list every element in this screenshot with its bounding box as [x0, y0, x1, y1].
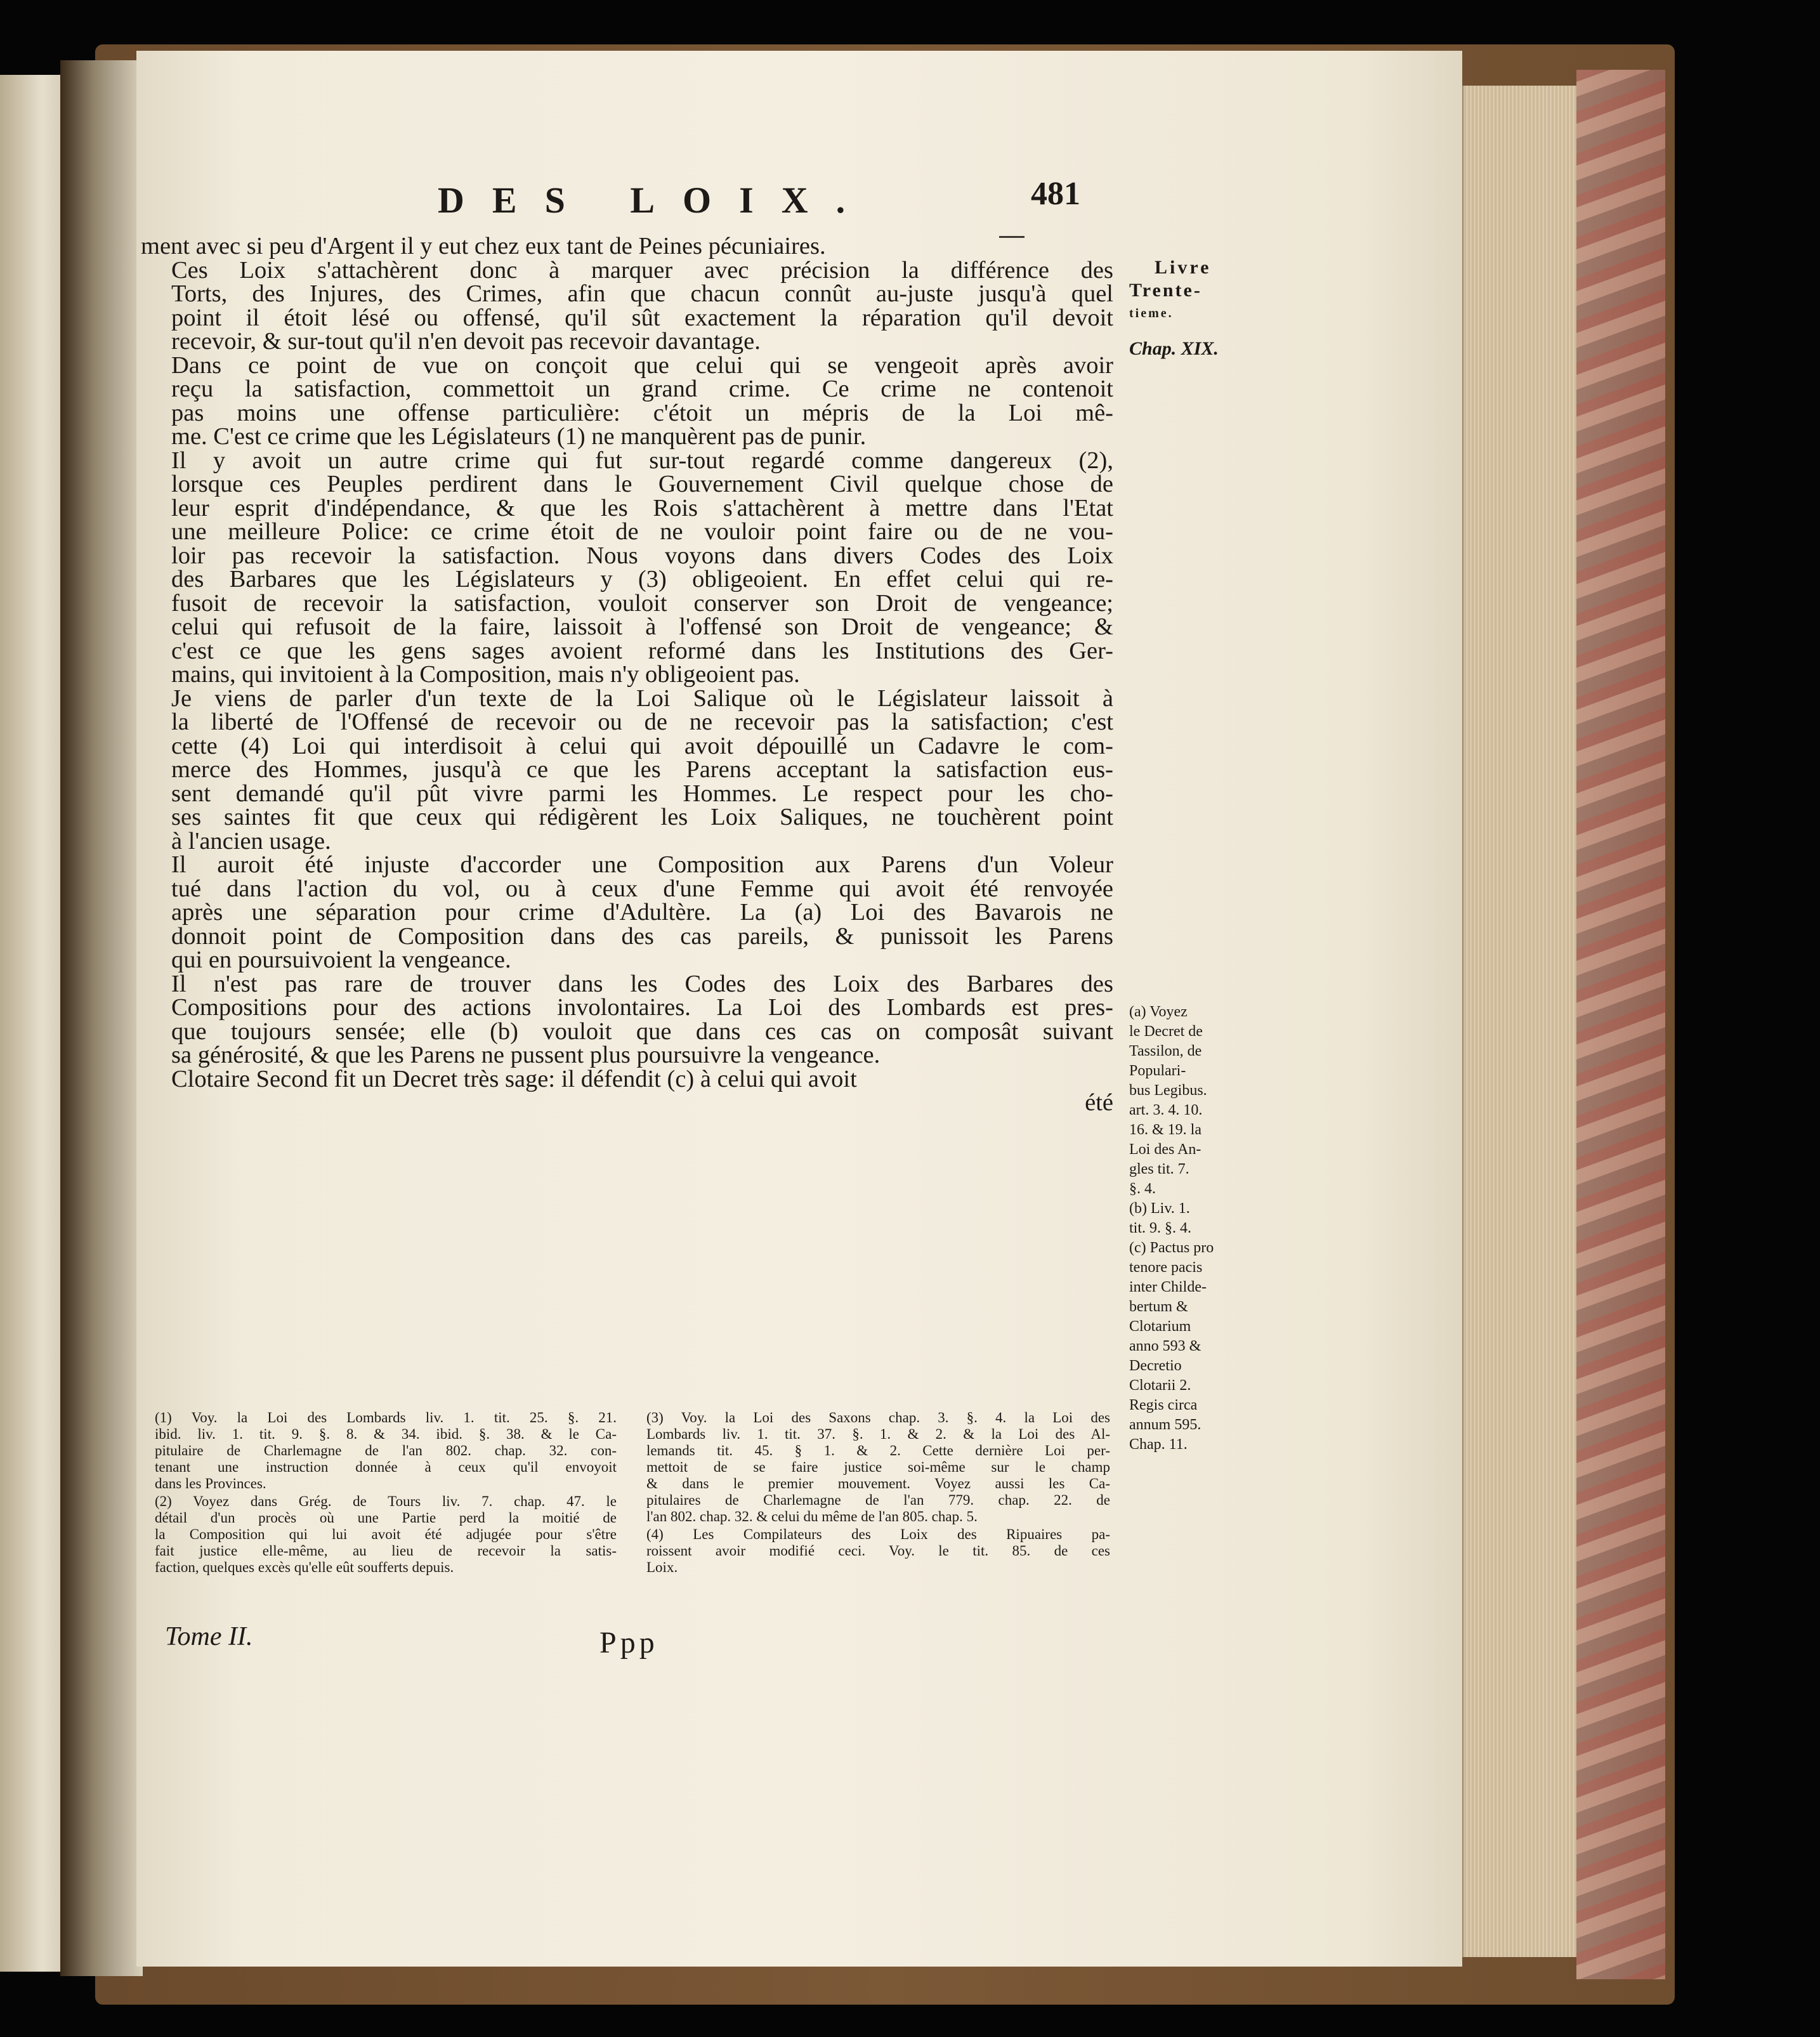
text-line: que toujours sensée; elle (b) vouloit que dans ces cas on composât suivant — [171, 1018, 1113, 1045]
text-line: loir pas recevoir la satisfaction. Nous voyons dans divers Codes des Loix — [171, 542, 1113, 569]
footnote-line: tenant une instruction donnée à ceux qu'il envoyoit — [155, 1459, 617, 1475]
footnote — [631, 1526, 1110, 1576]
left-page-edge — [0, 75, 62, 1972]
text-line: fusoit de recevoir la satisfaction, vouloit conserver son Droit de vengeance; — [171, 589, 1113, 617]
margin-chapter: Chap. XIX. — [1129, 338, 1219, 359]
margin-note-line: §. 4. — [1129, 1181, 1156, 1197]
text-line: me. C'est ce crime que les Législateurs (1) ne manquèrent pas de punir. — [171, 423, 867, 450]
footnote-line: mettoit de se faire justice soi-même sur le champ — [646, 1459, 1110, 1475]
footnote-line: fait justice elle-même, au lieu de recevoir la satis- — [155, 1543, 617, 1559]
text-line: lorsque ces Peuples perdirent dans le Gouvernement Civil quelque chose de — [171, 471, 1113, 497]
signature-mark: Ppp — [599, 1626, 658, 1660]
margin-book-number-tail: tieme. — [1129, 306, 1174, 320]
paragraph — [141, 853, 1113, 973]
paragraph — [141, 351, 1113, 450]
margin-note-line: annum 595. — [1129, 1417, 1201, 1433]
footnote-line: (3) Voy. la Loi des Saxons chap. 3. §. 4. la Loi des — [646, 1410, 1110, 1425]
margin-note-line: bus Legibus. — [1129, 1082, 1207, 1099]
margin-note-line: Clotarii 2. — [1129, 1377, 1191, 1394]
margin-note-line: tit. 9. §. 4. — [1129, 1220, 1192, 1236]
margin-note-line: Loi des An- — [1129, 1141, 1201, 1158]
running-title: DES LOIX. — [438, 180, 874, 221]
text-line: celui qui refusoit de la faire, laissoit à l'offensé son Droit de vengeance; & — [171, 613, 1113, 640]
volume-signature: Tome II. — [165, 1622, 253, 1651]
margin-note-line: Populari- — [1129, 1063, 1186, 1079]
footnote-line: (1) Voy. la Loi des Lombards liv. 1. tit. 25. §. 21. — [155, 1410, 617, 1425]
text-line: Je viens de parler d'un texte de la Loi Salique où le Législateur laissoit à — [171, 684, 1113, 712]
margin-note-line: Tassilon, de — [1129, 1043, 1202, 1059]
margin-note-line: inter Childe- — [1129, 1279, 1207, 1295]
footnote-line: (4) Les Compilateurs des Loix des Ripuaires pa- — [646, 1526, 1110, 1542]
footnote-line: Lombards liv. 1. tit. 37. §. 1. & 2. & la Loi des Al- — [646, 1426, 1110, 1442]
page-edges — [1462, 86, 1578, 1957]
text-line: cette (4) Loi qui interdisoit à celui qui avoit dépouillé un Cadavre le com- — [171, 732, 1113, 759]
margin-note-line: Chap. 11. — [1129, 1436, 1188, 1453]
margin-note-line: Clotarium — [1129, 1318, 1191, 1335]
margin-book-number: Trente- — [1129, 280, 1202, 301]
footnote-line: & dans le premier mouvement. Voyez aussi les Ca- — [646, 1476, 1110, 1491]
footnote — [140, 1410, 617, 1492]
text-line: mains, qui invitoient à la Composition, mais n'y obligeoient pas. — [171, 661, 800, 688]
margin-note-line: gles tit. 7. — [1129, 1161, 1189, 1177]
text-line: après une séparation pour crime d'Adultère. La (a) Loi des Bavarois ne — [171, 899, 1113, 926]
margin-note-line: art. 3. 4. 10. — [1129, 1102, 1203, 1118]
text-line: ses saintes fit que ceux qui rédigèrent les Loix Saliques, ne touchèrent point — [171, 804, 1113, 830]
text-line: à l'ancien usage. — [171, 827, 331, 855]
footnote — [631, 1410, 1110, 1525]
margin-notes — [1129, 1002, 1256, 1455]
footnote-line: dans les Provinces. — [155, 1476, 266, 1491]
paragraph — [141, 684, 1113, 855]
text-line: Il y avoit un autre crime qui fut sur-tout regardé comme dangereux (2), — [171, 447, 1113, 474]
text-line: Il n'est pas rare de trouver dans les Codes des Loix des Barbares des — [171, 970, 1113, 997]
text-line: Il auroit été injuste d'accorder une Composition aux Parens d'un Voleur — [171, 851, 1113, 878]
footnote-line: faction, quelques excès qu'elle eût soufferts depuis. — [155, 1559, 454, 1575]
margin-heading — [1129, 256, 1262, 360]
footnote-line: roissent avoir modifié ceci. Voy. le tit. 85. de ces — [646, 1543, 1110, 1559]
text-line: leur esprit d'indépendance, & que les Rois s'attachèrent à mettre dans l'Etat — [171, 494, 1113, 521]
page-number: 481 — [1031, 176, 1080, 212]
text-line: Clotaire Second fit un Decret très sage: il défendit (c) à celui qui avoit — [171, 1065, 857, 1092]
margin-note-line: Decretio — [1129, 1358, 1182, 1374]
footnote-line: pitulaires de Charlemagne de l'an 779. chap. 22. de — [646, 1492, 1110, 1508]
margin-book: Livre — [1155, 257, 1212, 278]
footnote-line: la Composition qui lui avoit été adjugée pour s'être — [155, 1526, 617, 1542]
text-line: donnoit point de Composition dans des cas pareils, & punissoit les Parens — [171, 922, 1113, 950]
footnote-line: l'an 802. chap. 32. & celui du même de l'an 805. chap. 5. — [646, 1509, 978, 1524]
paragraph — [141, 256, 1113, 355]
text-line: tué dans l'action du vol, ou à ceux d'une Femme qui avoit été renvoyée — [171, 875, 1113, 902]
paragraph — [141, 235, 1113, 259]
margin-note-line: (c) Pactus pro — [1129, 1240, 1214, 1256]
catchword: été — [1085, 1089, 1113, 1116]
text-line: sa générosité, & que les Parens ne pussent plus poursuivre la vengeance. — [171, 1042, 881, 1068]
text-line: qui en poursuivoient la vengeance. — [171, 946, 511, 973]
margin-note-line: (a) Voyez — [1129, 1004, 1188, 1020]
text-line: une meilleure Police: ce crime étoit de ne vouloir point faire ou de ne vou- — [171, 518, 1113, 545]
main-text — [141, 235, 1113, 1115]
margin-note-line: le Decret de — [1129, 1023, 1203, 1040]
footnote-line: détail d'un procès où une Partie perd la moitié de — [155, 1510, 617, 1526]
text-line: recevoir, & sur-tout qu'il n'en devoit pas recevoir davantage. — [171, 328, 761, 355]
paragraph — [141, 970, 1113, 1068]
footnote — [140, 1493, 617, 1576]
text-line: c'est ce que les gens sages avoient reformé dans les Institutions des Ger- — [171, 637, 1113, 664]
footnote-line: (2) Voyez dans Grég. de Tours liv. 7. chap. 47. le — [155, 1493, 617, 1509]
marbled-edge — [1576, 70, 1665, 1979]
footnote-line: Loix. — [646, 1559, 678, 1575]
paragraph — [141, 449, 1113, 687]
margin-note-line: tenore pacis — [1129, 1259, 1203, 1276]
text-line: sent demandé qu'il pût vivre parmi les Hommes. Le respect pour les cho- — [171, 780, 1113, 807]
footnotes-left — [140, 1410, 617, 1577]
text-line: pas moins une offense particulière: c'étoit un mépris de la Loi mê- — [171, 399, 1113, 426]
text-line: point il étoit lésé ou offensé, qu'il sût exactement la réparation qu'il devoit — [171, 304, 1113, 331]
margin-note-line: (b) Liv. 1. — [1129, 1200, 1190, 1217]
footnote-line: ibid. liv. 1. tit. 9. §. 8. & 34. ibid. §. 38. & le Ca- — [155, 1426, 617, 1442]
margin-note-line: 16. & 19. la — [1129, 1122, 1201, 1138]
gutter-shadow — [60, 60, 143, 1976]
text-line: des Barbares que les Législateurs y (3) obligeoient. En effet celui qui re- — [171, 566, 1113, 593]
text-line: la liberté de l'Offensé de recevoir ou de ne recevoir pas la satisfaction; c'est — [171, 709, 1113, 735]
footnote-line: pitulaire de Charlemagne de l'an 802. chap. 32. con- — [155, 1443, 617, 1458]
margin-note-line: bertum & — [1129, 1299, 1188, 1315]
paragraph — [141, 1065, 1113, 1092]
margin-note-line: anno 593 & — [1129, 1338, 1201, 1354]
margin-note-line: Regis circa — [1129, 1397, 1198, 1413]
footnotes-right — [631, 1410, 1110, 1577]
text-line: Torts, des Injures, des Crimes, afin que chacun connût au-juste jusqu'à quel — [171, 280, 1113, 307]
text-line: Compositions pour des actions involontaires. La Loi des Lombards est pres- — [171, 994, 1113, 1021]
text-line: Dans ce point de vue on conçoit que celui qui se vengeoit après avoir — [171, 351, 1113, 379]
text-line: merce des Hommes, jusqu'à ce que les Parens acceptant la satisfaction eus- — [171, 756, 1113, 783]
text-line: reçu la satisfaction, commettoit un grand crime. Ce crime ne contenoit — [171, 376, 1113, 402]
footnote-line: lemands tit. 45. § 1. & 2. Cette dernière Loi per- — [646, 1443, 1110, 1458]
text-line: ment avec si peu d'Argent il y eut chez eux tant de Peines pécuniaires. — [141, 233, 826, 259]
text-line: Ces Loix s'attachèrent donc à marquer avec précision la différence des — [171, 256, 1113, 284]
